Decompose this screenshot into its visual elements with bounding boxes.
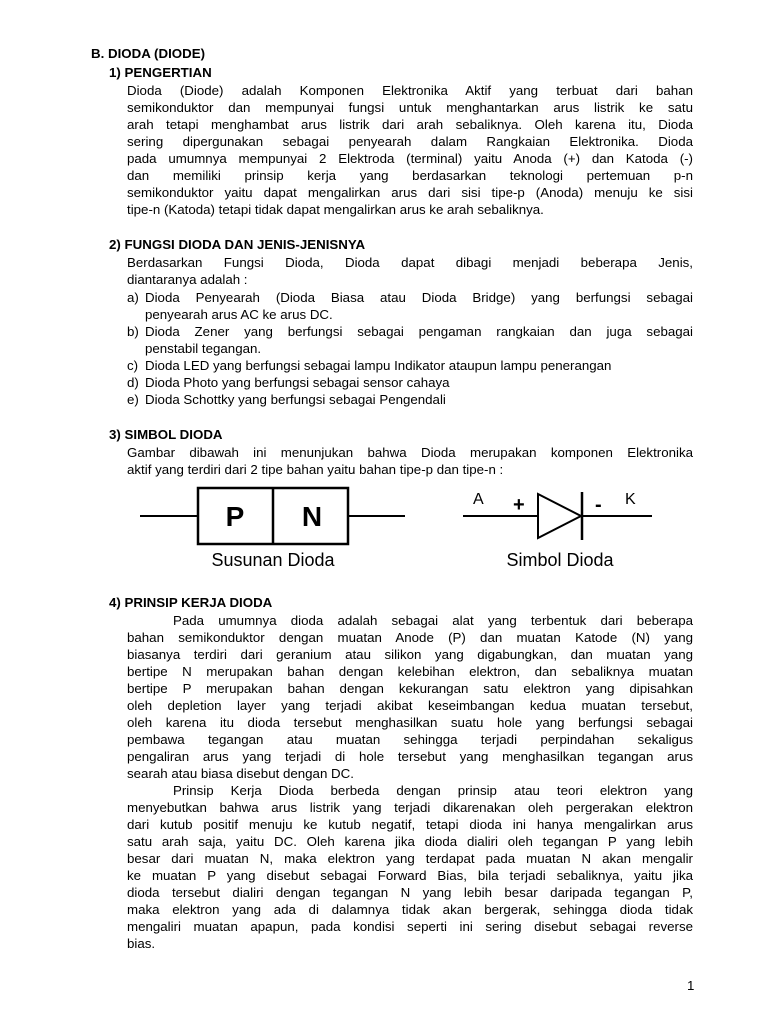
s4-para2-line: dari kutub positif menuju ke kutub negatif, tetapi dioda ini hanya mengalirkan arus — [127, 817, 693, 832]
s3-line: aktif yang terdiri dari 2 tipe bahan yaitu bahan tipe-p dan tipe-n : — [127, 462, 504, 477]
list-marker: c) — [127, 358, 139, 373]
s1-line: pada umumnya mempunyai 2 Elektroda (terminal) yaitu Anoda (+) dan Katoda (-) — [127, 151, 693, 166]
page-number: 1 — [687, 978, 695, 993]
list-item-line: Dioda Photo yang berfungsi sebagai sensor cahaya — [145, 375, 450, 390]
s4-para1-line: Pada umumnya dioda adalah sebagai alat yang terbentuk dari beberapa — [173, 613, 693, 628]
s1-title: 1) PENGERTIAN — [109, 65, 212, 80]
s4-title: 4) PRINSIP KERJA DIODA — [109, 595, 273, 610]
s4-para2-line: maka elektron yang ada di dalamnya tidak akan bergerak, sehingga dioda tidak — [127, 902, 693, 917]
s2-intro-line: diantaranya adalah : — [127, 272, 248, 287]
right-caption: Simbol Dioda — [506, 550, 614, 570]
s4-para2-line: ke muatan P yang disebut sebagai Forward Bias, bila terjadi sebaliknya, yaitu jika — [127, 868, 693, 883]
s4-para1-line: pengaliran arus yang terjadi di hole tersebut yang menghasilkan tegangan arus — [127, 749, 693, 764]
list-item-line: Dioda Zener yang berfungsi sebagai pengaman rangkaian dan juga sebagai — [145, 324, 693, 339]
s4-para2-line: besar dari muatan N, maka elektron yang terdapat pada muatan N akan mengalir — [127, 851, 693, 866]
s4-para2-line: mengaliri muatan apapun, pada kondisi seperti ini sering disebut sebagai reverse — [127, 919, 693, 934]
pn-junction-diagram — [140, 488, 405, 570]
s4-para1-line: biasanya terdiri dari geranium atau silikon yang digabungkan, dan muatan yang — [127, 647, 693, 662]
cathode-label: K — [625, 491, 636, 508]
left-caption: Susunan Dioda — [211, 550, 335, 570]
list-marker: e) — [127, 392, 139, 407]
s2-title: 2) FUNGSI DIODA DAN JENIS-JENISNYA — [109, 237, 366, 252]
s4-para1-line: bahan semikonduktor dengan muatan Anode (P) dan muatan Katode (N) yang — [127, 630, 693, 645]
diode-triangle — [538, 494, 581, 538]
s3-title: 3) SIMBOL DIODA — [109, 427, 223, 442]
s2-intro-line: Berdasarkan Fungsi Dioda, Dioda dapat dibagi menjadi beberapa Jenis, — [127, 255, 693, 270]
s4-para1-line: oleh karena itu dioda tersebut menghasilkan suatu hole yang berfungsi sebagai — [127, 715, 693, 730]
plus-label: + — [513, 494, 525, 516]
list-item-line: penyearah arus AC ke arus DC. — [145, 307, 333, 322]
s4-para1-line: pembawa tegangan atau muatan sehingga terjadi perpindahan sekaligus — [127, 732, 693, 747]
list-item-line: Dioda Penyearah (Dioda Biasa atau Dioda Bridge) yang berfungsi sebagai — [145, 290, 693, 305]
s4-para2-line: satu arah saja, yaitu DC. Oleh karena jika dioda dialiri oleh tegangan P yang lebih — [127, 834, 693, 849]
p-label: P — [225, 501, 245, 532]
s1-line: Dioda (Diode) adalah Komponen Elektronika Aktif yang terbuat dari bahan — [127, 83, 693, 98]
s3-line: Gambar dibawah ini menunjukan bahwa Dioda merupakan komponen Elektronika — [127, 445, 693, 460]
diode-symbol — [463, 491, 652, 570]
s1-line: arah tetapi menghambat arus listrik dari arah sebaliknya. Oleh karena itu, Dioda — [127, 117, 693, 132]
diode-figure — [130, 478, 660, 578]
s4-para1-line: oleh depletion layer yang terjadi akibat keseimbangan kedua muatan tersebut, — [127, 698, 693, 713]
s4-para2-line: bias. — [127, 936, 156, 951]
s1-line: sering dipergunakan sebagai penyearah dalam Rangkaian Elektronika. Dioda — [127, 134, 693, 149]
minus-label: - — [595, 494, 602, 516]
n-label: N — [301, 501, 323, 532]
s4-para1-line: bertipe N merupakan bahan dengan kelebihan elektron, dan sebaliknya muatan — [127, 664, 693, 679]
s1-line: semikonduktor dan mempunyai fungsi untuk menghantarkan arus listrik ke satu — [127, 100, 693, 115]
list-marker: b) — [127, 324, 139, 339]
s1-line: semikonduktor yaitu dapat mengalirkan arus dari sisi tipe-p (Anoda) menuju ke sisi — [127, 185, 693, 200]
anode-label: A — [473, 491, 484, 508]
list-item-line: penstabil tegangan. — [145, 341, 262, 356]
list-item-line: Dioda Schottky yang berfungsi sebagai Pengendali — [145, 392, 446, 407]
list-item-line: Dioda LED yang berfungsi sebagai lampu Indikator ataupun lampu penerangan — [145, 358, 612, 373]
s4-para1-line: bertipe P merupakan bahan dengan kekurangan satu elektron yang dipisahkan — [127, 681, 693, 696]
s1-line: tipe-n (Katoda) tetapi tidak dapat mengalirkan arus ke arah sebaliknya. — [127, 202, 544, 217]
s4-para2-line: menyebutkan bahwa arus listrik yang terjadi dikarenakan oleh pergerakan elektron — [127, 800, 693, 815]
s4-para2-line: dioda tersebut dialiri dengan tegangan N yang lebih besar daripada tegangan P, — [127, 885, 693, 900]
s4-para1-line: searah atau biasa disebut dengan DC. — [127, 766, 354, 781]
section-heading: B. DIODA (DIODE) — [91, 46, 206, 61]
list-marker: a) — [127, 290, 139, 305]
list-marker: d) — [127, 375, 139, 390]
s4-para2-line: Prinsip Kerja Dioda berbeda dengan prinsip atau teori elektron yang — [173, 783, 693, 798]
s1-line: dan memiliki prinsip kerja yang berdasarkan teknologi pertemuan p-n — [127, 168, 693, 183]
